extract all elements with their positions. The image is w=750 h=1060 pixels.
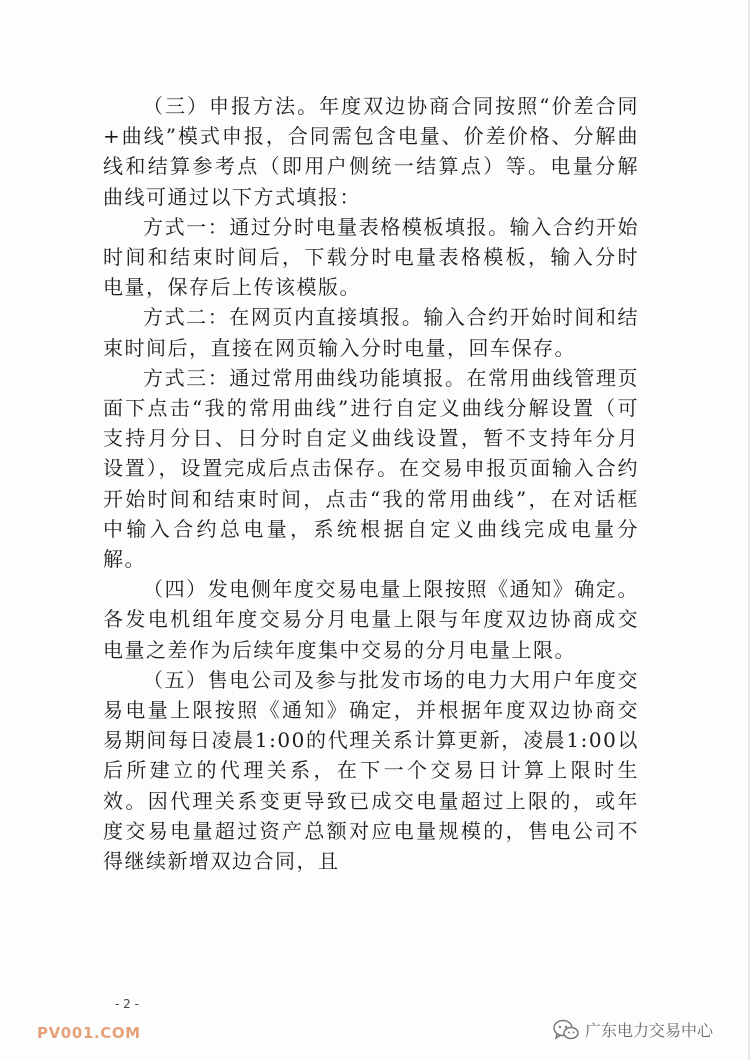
wechat-icon bbox=[553, 1019, 579, 1041]
watermark-wechat-account bbox=[553, 1018, 713, 1041]
page-number: - 2 - bbox=[115, 997, 139, 1011]
watermark-site-text: PV001.COM bbox=[37, 1024, 141, 1042]
paragraph-generation-limit: （四）发电侧年度交易电量上限按照《通知》确定。各发电机组年度交易分月电量上限与年度双边协商成交电量之差作为后续年度集中交易的分月电量上限。 bbox=[103, 577, 639, 662]
watermark-account-name: 广东电力交易中心 bbox=[585, 1021, 714, 1040]
paragraph-declaration-method: （三）申报方法。年度双边协商合同按照“价差合同+曲线”模式申报，合同需包含电量、价差价格、分解曲线和结算参考点（即用户侧统一结算点）等。电量分解曲线可通过以下方式填报： bbox=[103, 94, 639, 209]
paragraph-method-three: 方式三：通过常用曲线功能填报。在常用曲线管理页面下点击“我的常用曲线”进行自定义曲线分解设置（可支持月分日、日分时自定义曲线设置，暂不支持年分月设置），设置完成后点击保存。在交易申报页面输入合约开始时间和结束时间，点击“我的常用曲线”，在对话框中输入合约总电量，系统根据自定义曲线完成电量分解。 bbox=[103, 365, 639, 572]
paragraph-retailer-limit: （五）售电公司及参与批发市场的电力大用户年度交易电量上限按照《通知》确定，并根据年度双边协商交易期间每日凌晨1:00的代理关系计算更新，凌晨1:00以后所建立的代理关系，在下一个交易日计算上限时生效。因代理关系变更导致已成交电量超过上限的，或年度交易电量超过资产总额对应电量规模的，售电公司不得继续新增双边合同，且 bbox=[103, 667, 639, 874]
document-body bbox=[103, 91, 639, 876]
paragraph-method-two: 方式二：在网页内直接填报。输入合约开始时间和结束时间后，直接在网页输入分时电量，回车保存。 bbox=[103, 305, 639, 360]
paragraph-method-one: 方式一：通过分时电量表格模板填报。输入合约开始时间和结束时间后，下载分时电量表格模板，输入分时电量，保存后上传该模版。 bbox=[103, 214, 639, 300]
